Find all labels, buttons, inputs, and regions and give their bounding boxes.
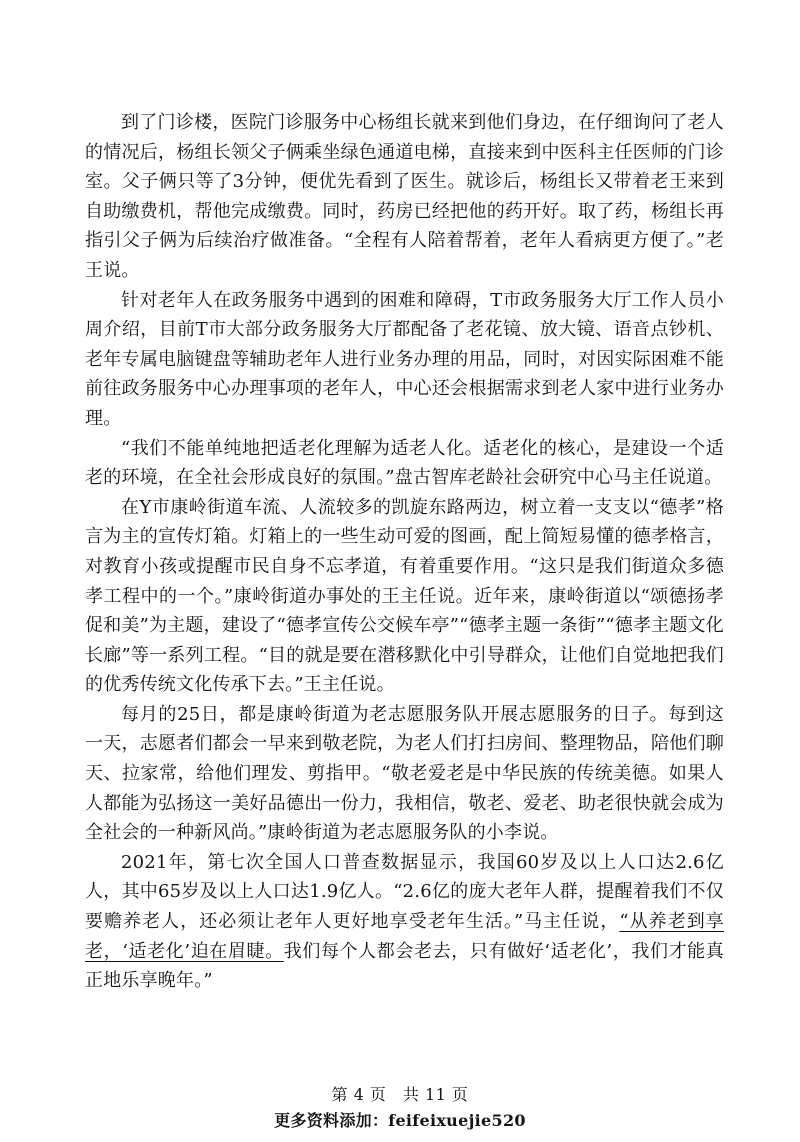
paragraph-last-before: 2021年，第七次全国人口普查数据显示，我国60岁及以上人口达2.6亿人，其中65岁及以上人口达1.9亿人。“2.6亿的庞大老年人群，提醒着我们不仅要赡养老人，还必须让老年人更好地享受老年生活。”马主任说， — [85, 851, 724, 933]
paragraph: 针对老年人在政务服务中遇到的困难和障碍，T市政务服务大厅工作人员小周介绍，目前T市大部分政务服务大厅都配备了老花镜、放大镜、语音点钞机、老年专属电脑键盘等辅助老年人进行业务办理的用品，同时，对因实际困难不能前往政务服务中心办理事项的老年人，中心还会根据需求到老人家中进行业务办理。 — [85, 289, 724, 429]
paragraph-last-after: 我们每个人都会老去，只有做好‘适老化’，我们才能真正地乐享晚年。” — [85, 940, 724, 992]
paragraph: “我们不能单纯地把适老化理解为适老人化。适老化的核心，是建设一个适老的环境，在全社会形成良好的氛围。”盘古智库老龄社会研究中心马主任说道。 — [85, 437, 724, 489]
contact-note: 更多资料添加：feifeixuejie520 — [274, 1111, 526, 1130]
underlined-quote: “从养老到享老，‘适老化’迫在眉睫。 — [85, 911, 724, 962]
paragraph: 在Y市康岭街道车流、人流较多的凯旋东路两边，树立着一支支以“德孝”格言为主的宣传灯箱。灯箱上的一些生动可爱的图画，配上简短易懂的德孝格言，对教育小孩或提醒市民自身不忘孝道，有着重要作用。“这只是我们街道众多德孝工程中的一个。”康岭街道办事处的王主任说。近年来，康岭街道以“颂德扬孝促和美”为主题，建设了“德孝宣传公交候车亭”“德孝主题一条街”“德孝主题文化长廊”等一系列工程。“目的就是要在潜移默化中引导群众，让他们自觉地把我们的优秀传统文化传承下去。”王主任说。 — [85, 496, 724, 696]
body-text — [85, 108, 724, 996]
page-number: 第 4 页 共 11 页 — [331, 1085, 469, 1104]
paragraph: 每月的25日，都是康岭街道为老志愿服务队开展志愿服务的日子。每到这一天，志愿者们都会一早来到敬老院，为老人们打扫房间、整理物品，陪他们聊天、拉家常，给他们理发、剪指甲。“敬老爱老是中华民族的传统美德。如果人人都能为弘扬这一美好品德出一份力，我相信，敬老、爱老、助老很快就会成为全社会的一种新风尚。”康岭街道为老志愿服务队的小李说。 — [85, 703, 724, 844]
paragraph-last — [85, 848, 724, 996]
paragraph: 到了门诊楼，医院门诊服务中心杨组长就来到他们身边，在仔细询问了老人的情况后，杨组长领父子俩乘坐绿色通道电梯，直接来到中医科主任医师的门诊室。父子俩只等了3分钟，便优先看到了医生。就诊后，杨组长又带着老王来到自助缴费机，帮他完成缴费。同时，药房已经把他的药开好。取了药，杨组长再指引父子俩为后续治疗做准备。“全程有人陪着帮着，老年人看病更方便了。”老王说。 — [85, 112, 724, 281]
